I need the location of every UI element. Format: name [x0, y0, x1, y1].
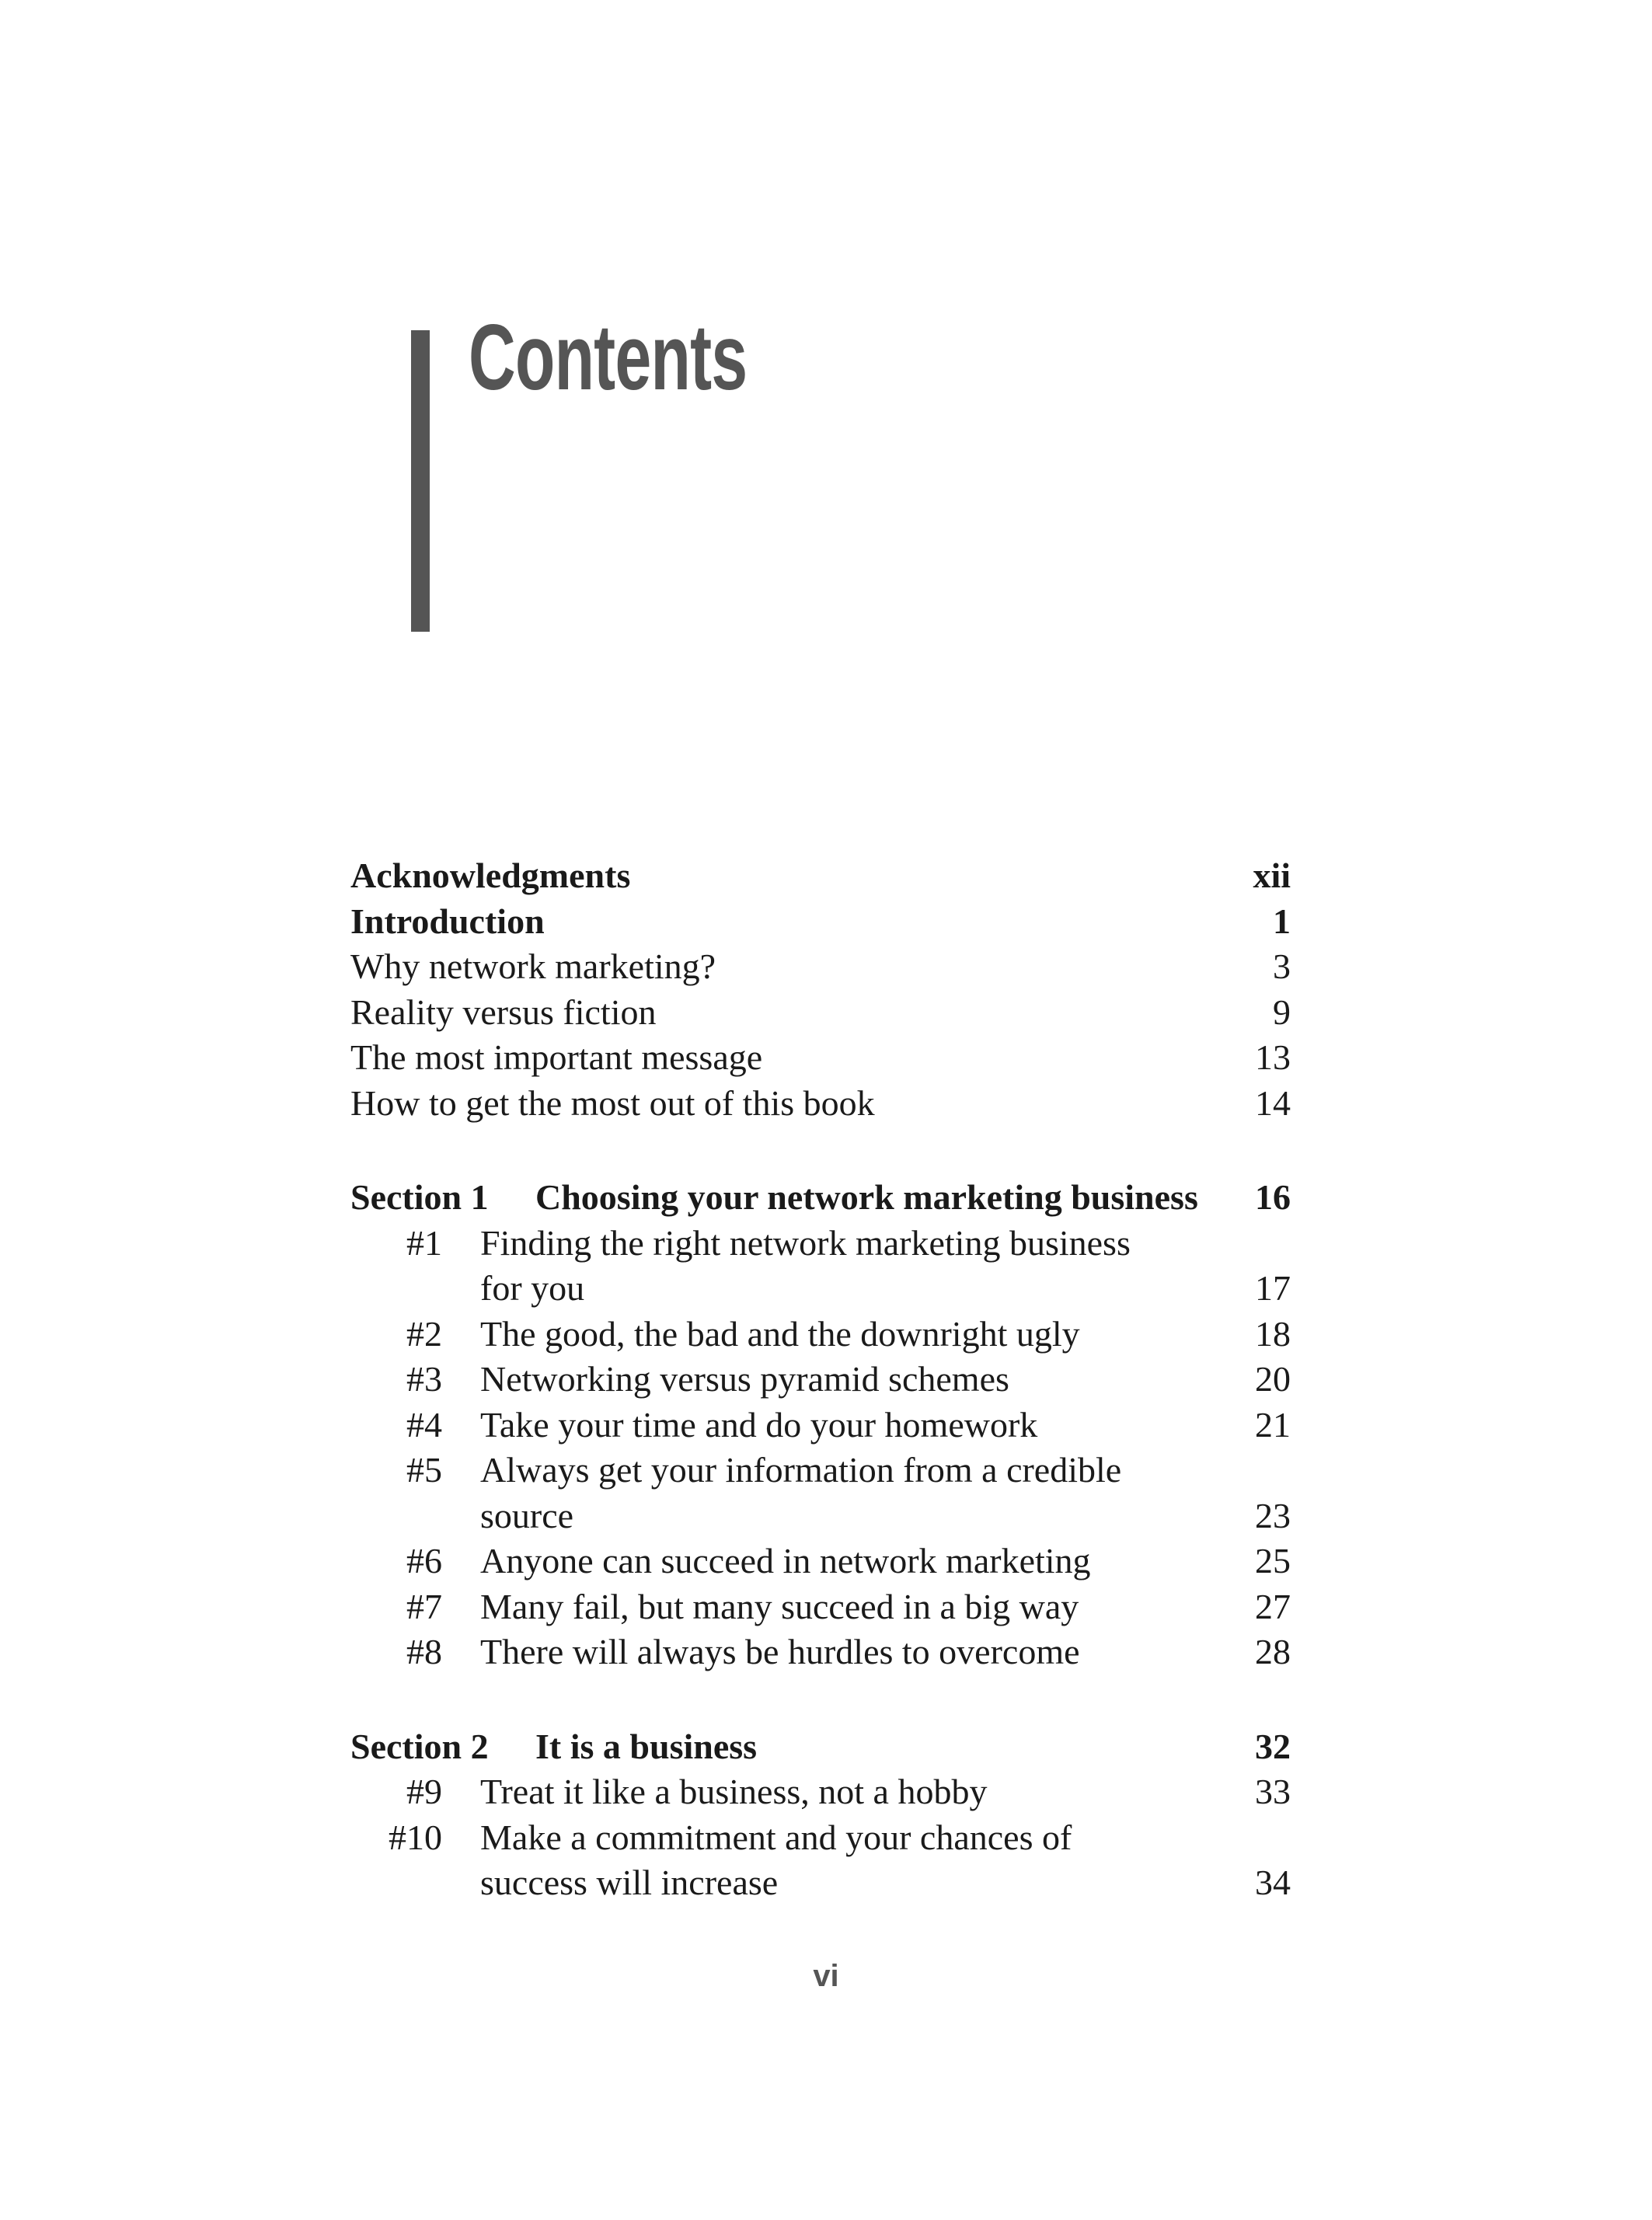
entry-title-line: Finding the right network marketing business: [480, 1222, 1131, 1263]
section-heading: [350, 1175, 1291, 1221]
toc-entry: [350, 1312, 1291, 1357]
toc-entry: [350, 1769, 1291, 1815]
entry-page-number: 3: [1273, 946, 1291, 986]
toc-entry: [350, 1629, 1291, 1675]
entry-number: #6: [406, 1541, 442, 1580]
entry-title: The most important message: [350, 1037, 763, 1077]
section-label: Section 1: [350, 1177, 489, 1217]
toc-entry: [350, 1081, 1291, 1127]
entry-page-number: 27: [1255, 1586, 1291, 1626]
front-matter-list: [350, 853, 1291, 1126]
toc-entry: [350, 1584, 1291, 1630]
toc-entry: [350, 1403, 1291, 1448]
entry-number: #9: [406, 1772, 442, 1811]
entry-number: #7: [406, 1586, 442, 1626]
page-title: Contents: [469, 305, 748, 409]
entry-page-number: 33: [1255, 1772, 1291, 1811]
section-heading: [350, 1724, 1291, 1770]
section-spacer: [350, 1675, 1291, 1724]
toc-entry: [350, 1539, 1291, 1584]
entry-title-line: The good, the bad and the downright ugly: [480, 1313, 1080, 1354]
title-accent-bar: [411, 330, 430, 632]
entry-number: #3: [406, 1359, 442, 1399]
toc-entry: [350, 1221, 1291, 1267]
entry-title-line: Anyone can succeed in network marketing: [480, 1541, 1091, 1580]
entry-page-number: 9: [1273, 992, 1291, 1032]
entry-title-line: Many fail, but many succeed in a big way: [480, 1586, 1079, 1626]
page-number: vi: [813, 1959, 839, 1993]
entry-page-number: 21: [1255, 1404, 1291, 1445]
toc-entry-continuation: [350, 1860, 1291, 1906]
entry-page-number: 18: [1255, 1313, 1291, 1354]
section-label: Section 2: [350, 1726, 489, 1766]
entry-title: Acknowledgments: [350, 856, 631, 895]
entry-number: #2: [406, 1313, 442, 1354]
toc-entry: [350, 1357, 1291, 1403]
entry-number: #1: [406, 1222, 442, 1263]
entry-title: Introduction: [350, 901, 545, 941]
entry-page-number: 28: [1255, 1632, 1291, 1671]
section-title: Choosing your network marketing business: [535, 1177, 1198, 1217]
entry-title-line: source: [480, 1495, 574, 1535]
entry-title: How to get the most out of this book: [350, 1082, 875, 1123]
toc-entry: [350, 1448, 1291, 1493]
entry-title-line: Always get your information from a credible: [480, 1450, 1122, 1490]
toc-entry: [350, 990, 1291, 1036]
section-spacer: [350, 1126, 1291, 1175]
toc-entry-continuation: [350, 1493, 1291, 1539]
entry-title-line: Make a commitment and your chances of: [480, 1817, 1072, 1857]
entry-title-line: There will always be hurdles to overcome: [480, 1632, 1080, 1671]
entry-page-number: 14: [1255, 1082, 1291, 1123]
entry-page-number: 17: [1255, 1268, 1291, 1308]
entry-title-line: Treat it like a business, not a hobby: [480, 1772, 988, 1811]
toc-entry: [350, 853, 1291, 899]
entry-page-number: 1: [1273, 901, 1291, 941]
entry-page-number: 13: [1255, 1037, 1291, 1077]
entry-title-line: success will increase: [480, 1863, 779, 1902]
entry-number: #10: [389, 1817, 442, 1857]
entry-page-number: 25: [1255, 1541, 1291, 1580]
toc-entry-continuation: [350, 1266, 1291, 1312]
entry-number: #4: [406, 1404, 442, 1445]
entry-page-number: 23: [1255, 1495, 1291, 1535]
section-title: It is a business: [535, 1726, 758, 1766]
section-page-number: 32: [1255, 1726, 1291, 1766]
entry-title: Reality versus fiction: [350, 992, 657, 1032]
entry-title-line: for you: [480, 1268, 585, 1308]
entry-page-number: 20: [1255, 1359, 1291, 1399]
entry-title: Why network marketing?: [350, 946, 716, 986]
entry-number: #5: [406, 1450, 442, 1490]
section-page-number: 16: [1255, 1177, 1291, 1217]
entry-title-line: Take your time and do your homework: [480, 1404, 1038, 1445]
toc-entry: [350, 1035, 1291, 1081]
sections-list: [350, 1126, 1291, 1906]
toc-entry: [350, 899, 1291, 945]
entry-title-line: Networking versus pyramid schemes: [480, 1359, 1009, 1399]
entry-page-number: xii: [1253, 856, 1291, 895]
entry-page-number: 34: [1255, 1863, 1291, 1902]
entry-number: #8: [406, 1632, 442, 1671]
toc-entry: [350, 1815, 1291, 1861]
table-of-contents: [350, 853, 1291, 1906]
toc-entry: [350, 944, 1291, 990]
